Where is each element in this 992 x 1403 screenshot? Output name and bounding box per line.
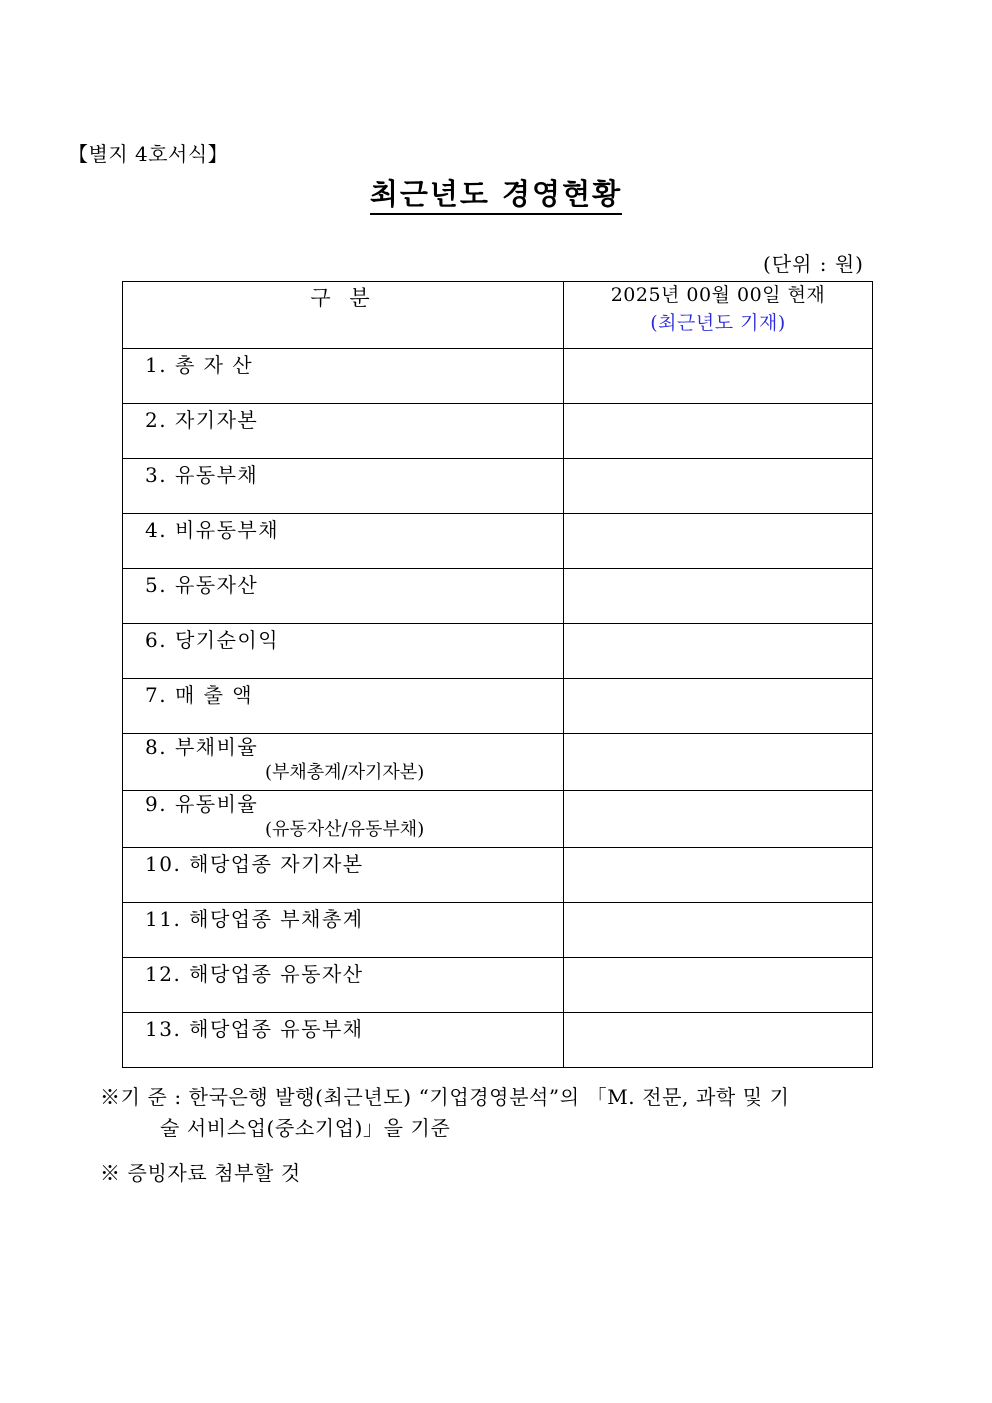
row-label-cell-5	[123, 569, 564, 624]
row-value-4[interactable]	[564, 514, 872, 568]
row-value-cell-4[interactable]	[564, 514, 873, 569]
page-title	[0, 172, 992, 213]
row-label-cell-13	[123, 1013, 564, 1068]
row-label-8: 8. 부채비율	[145, 735, 259, 759]
row-value-8[interactable]	[564, 735, 872, 789]
table-header-row	[123, 282, 873, 349]
row-value-cell-11[interactable]	[564, 903, 873, 958]
row-value-cell-12[interactable]	[564, 958, 873, 1013]
row-label-cell-7	[123, 679, 564, 734]
table-row	[123, 903, 873, 958]
row-value-cell-5[interactable]	[564, 569, 873, 624]
row-label-13: 13. 해당업종 유동부채	[145, 1017, 364, 1041]
row-label-cell-6	[123, 624, 564, 679]
row-value-9[interactable]	[564, 792, 872, 846]
row-label-cell-12	[123, 958, 564, 1013]
row-value-cell-2[interactable]	[564, 404, 873, 459]
row-label-9-block	[123, 791, 563, 847]
row-label-1: 1. 총 자 산	[145, 353, 254, 377]
row-value-3[interactable]	[564, 459, 872, 513]
row-sublabel-9: (유동자산/유동부채)	[265, 819, 425, 840]
row-label-2: 2. 자기자본	[145, 408, 259, 432]
header-cell-date	[564, 282, 873, 349]
table-body	[123, 282, 873, 1068]
row-value-cell-8[interactable]	[564, 734, 873, 791]
page-title-text: 최근년도 경영현황	[370, 177, 622, 215]
row-label-12: 12. 해당업종 유동자산	[145, 962, 364, 986]
unit-note: (단위 : 원)	[762, 252, 864, 276]
row-label-11: 11. 해당업종 부채총계	[145, 907, 364, 931]
row-label-10: 10. 해당업종 자기자본	[145, 852, 364, 876]
row-label-4: 4. 비유동부채	[145, 518, 280, 542]
row-value-cell-1[interactable]	[564, 349, 873, 404]
row-label-cell-4	[123, 514, 564, 569]
row-label-cell-2	[123, 404, 564, 459]
row-label-cell-11	[123, 903, 564, 958]
table-row	[123, 404, 873, 459]
row-value-cell-6[interactable]	[564, 624, 873, 679]
row-label-8-block	[123, 734, 563, 790]
row-label-3: 3. 유동부채	[145, 463, 259, 487]
row-label-cell-8	[123, 734, 564, 791]
header-date-line2: (최근년도 기재)	[650, 311, 786, 334]
table-row	[123, 679, 873, 734]
footnote-line-3: ※ 증빙자료 첨부할 것	[100, 1161, 301, 1185]
table-row	[123, 1013, 873, 1068]
table-row	[123, 791, 873, 848]
row-value-cell-3[interactable]	[564, 459, 873, 514]
row-value-10[interactable]	[564, 848, 872, 902]
row-label-cell-3	[123, 459, 564, 514]
row-label-6: 6. 당기순이익	[145, 628, 280, 652]
row-sublabel-8: (부채총계/자기자본)	[265, 762, 425, 783]
header-date-block	[564, 282, 872, 348]
footnote-line-2: 술 서비스업(중소기업)」을 기준	[160, 1116, 451, 1140]
form-number-tag: 【별지 4호서식】	[68, 142, 229, 166]
table-row	[123, 349, 873, 404]
row-label-cell-9	[123, 791, 564, 848]
row-value-13[interactable]	[564, 1013, 872, 1067]
table-row	[123, 514, 873, 569]
row-value-cell-7[interactable]	[564, 679, 873, 734]
table-row	[123, 624, 873, 679]
row-label-7: 7. 매 출 액	[145, 683, 254, 707]
row-value-cell-13[interactable]	[564, 1013, 873, 1068]
row-label-cell-1	[123, 349, 564, 404]
table-row	[123, 459, 873, 514]
row-label-9: 9. 유동비율	[145, 792, 259, 816]
row-value-12[interactable]	[564, 958, 872, 1012]
table-row	[123, 569, 873, 624]
footnotes	[100, 1082, 900, 1189]
row-value-2[interactable]	[564, 404, 872, 458]
footnote-line-1: ※기 준 : 한국은행 발행(최근년도) “기업경영분석”의 「M. 전문, 과학 및 기	[100, 1085, 790, 1109]
row-label-5: 5. 유동자산	[145, 573, 259, 597]
table-row	[123, 734, 873, 791]
row-value-5[interactable]	[564, 569, 872, 623]
row-label-cell-10	[123, 848, 564, 903]
row-value-7[interactable]	[564, 679, 872, 733]
row-value-6[interactable]	[564, 624, 872, 678]
header-date-line1: 2025년 00월 00일 현재	[610, 284, 826, 306]
table-row	[123, 958, 873, 1013]
row-value-11[interactable]	[564, 903, 872, 957]
row-value-cell-10[interactable]	[564, 848, 873, 903]
header-cell-category	[123, 282, 564, 349]
table-row	[123, 848, 873, 903]
header-category-label: 구 분	[310, 286, 376, 310]
row-value-1[interactable]	[564, 349, 872, 403]
business-status-table	[122, 281, 873, 1068]
row-value-cell-9[interactable]	[564, 791, 873, 848]
